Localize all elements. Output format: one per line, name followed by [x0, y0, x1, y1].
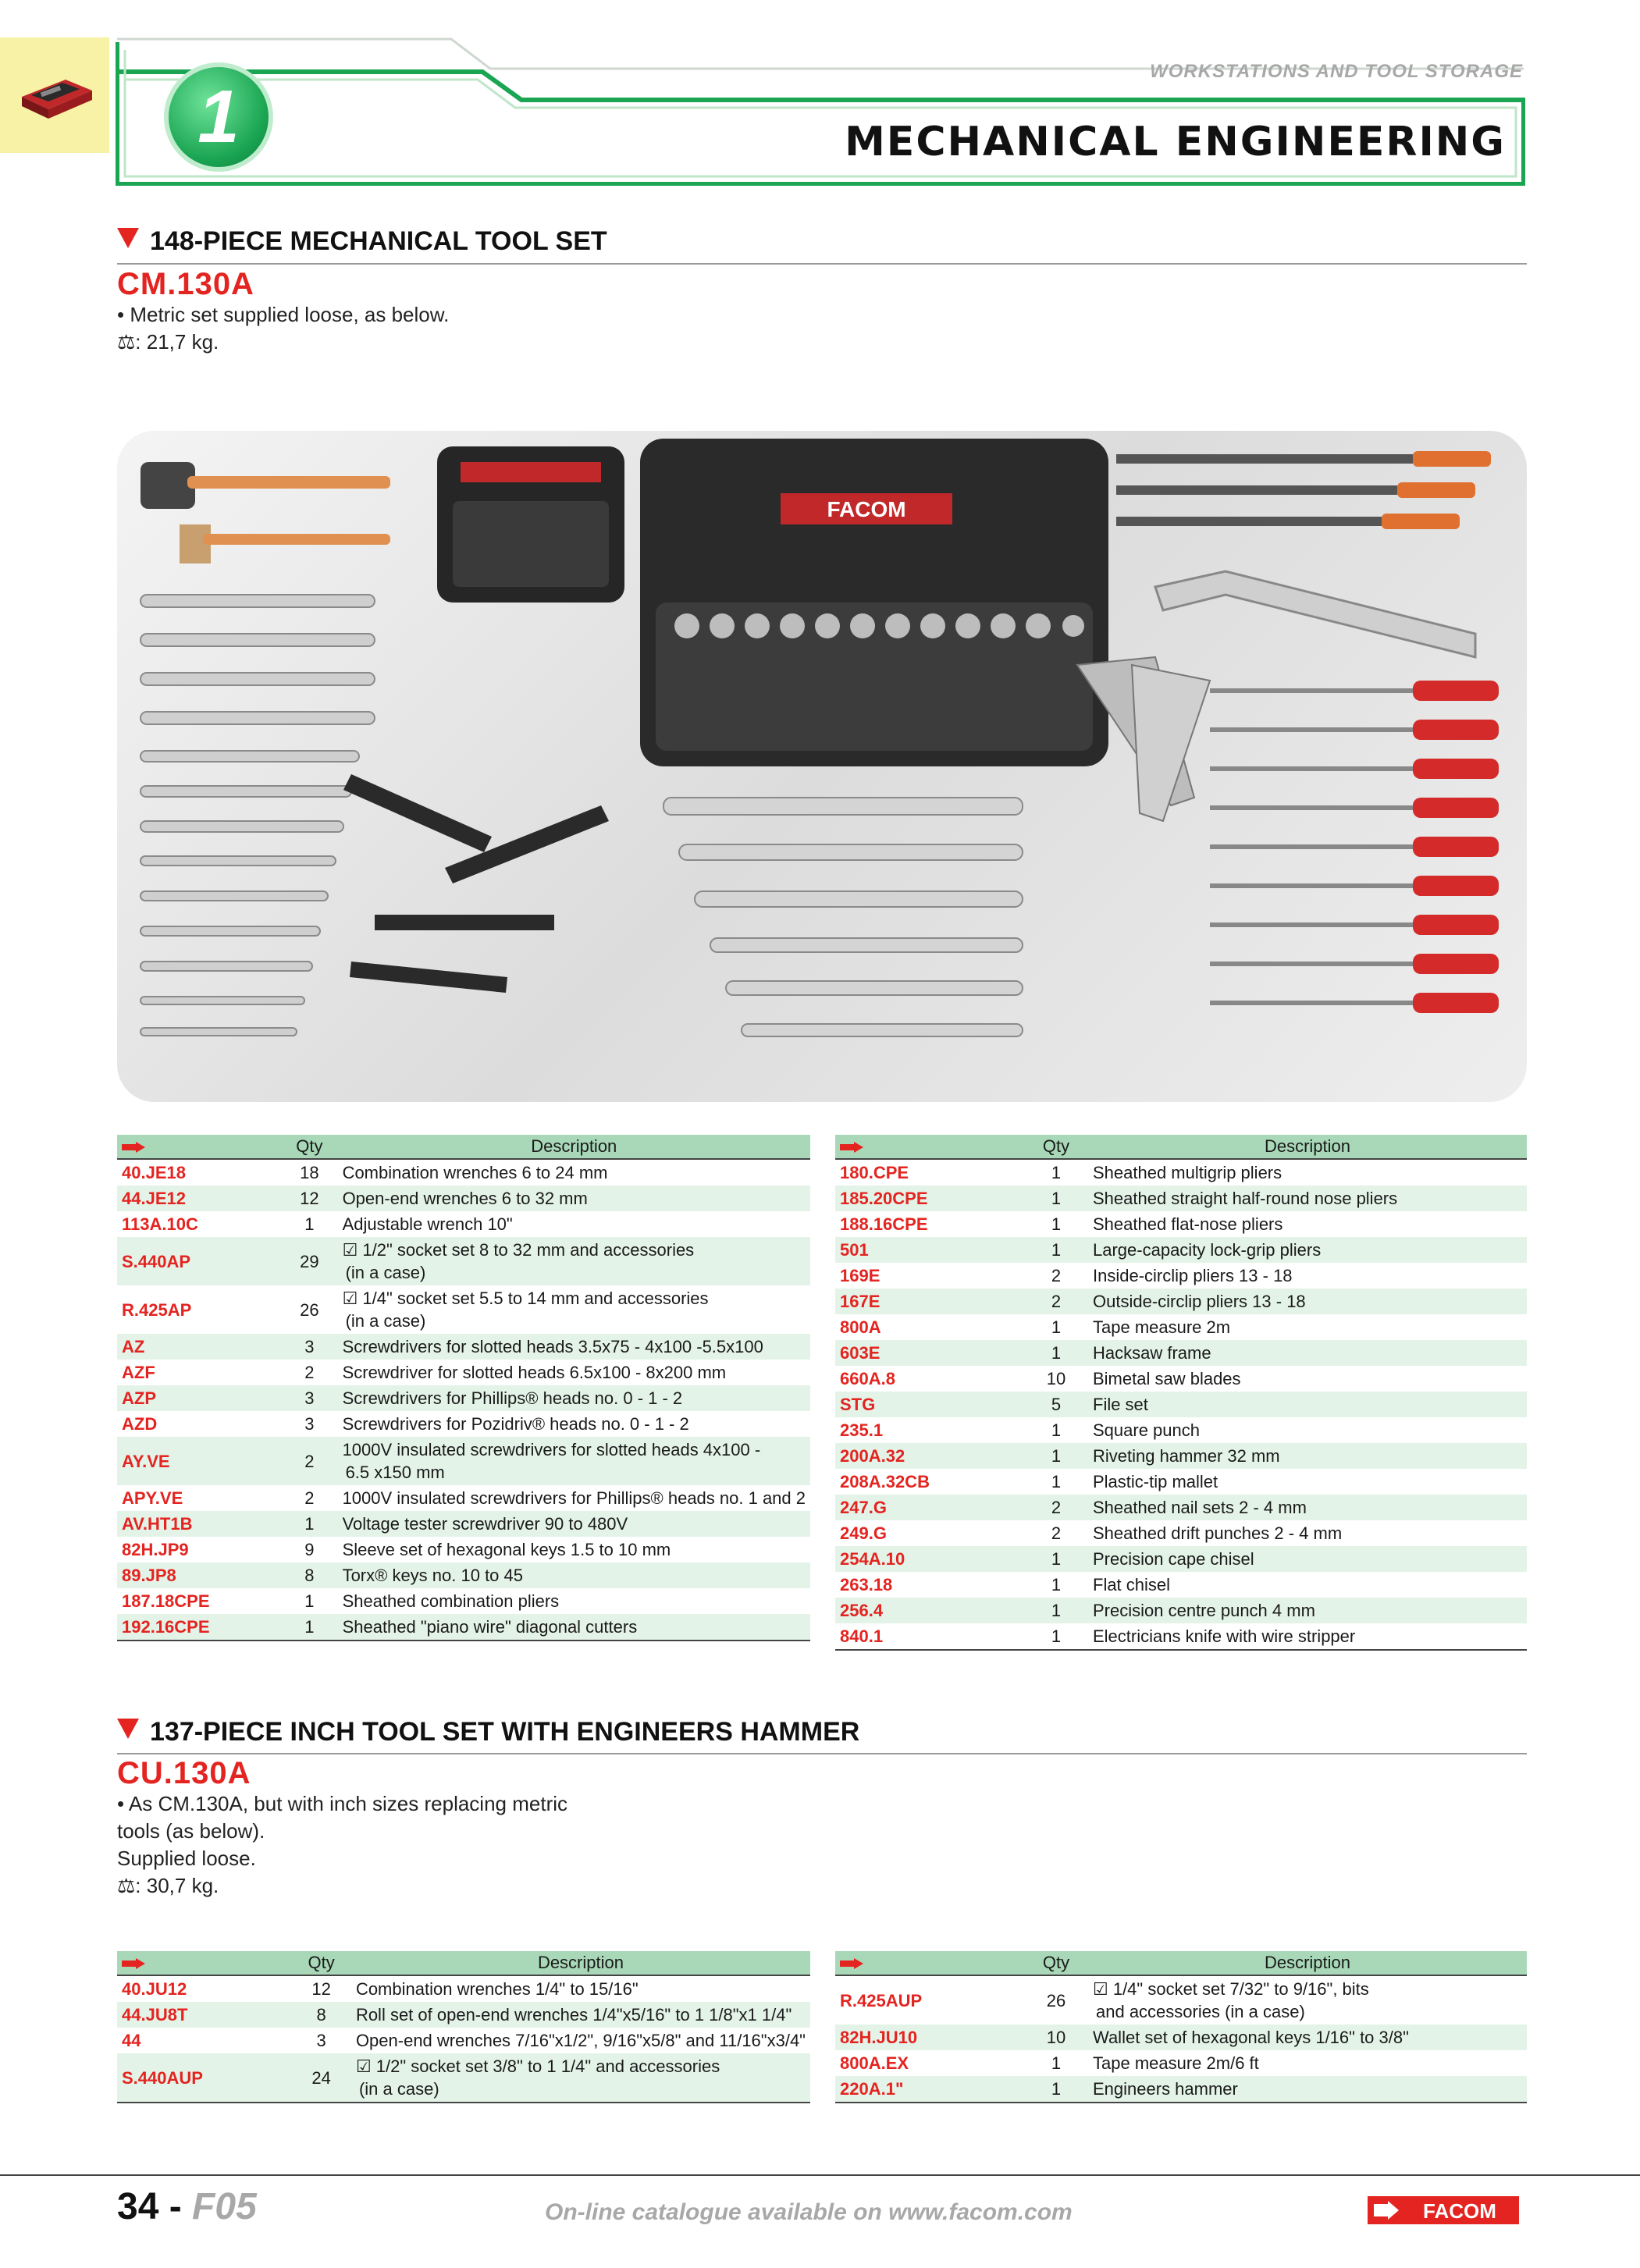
part-description	[1088, 1263, 1527, 1289]
part-quantity: 1	[281, 1511, 337, 1537]
description-line: Sheathed nail sets 2 - 4 mm	[1093, 1498, 1307, 1517]
part-quantity: 2	[1024, 1495, 1088, 1520]
logo-text: FACOM	[1423, 2199, 1496, 2223]
parts-table-right	[835, 1135, 1527, 1651]
qty-column-header: Qty	[1024, 1135, 1088, 1159]
ref-column-header	[835, 1135, 1024, 1159]
part-quantity: 3	[281, 1334, 337, 1360]
description-line: (in a case)	[358, 2079, 439, 2099]
part-description	[338, 1511, 810, 1537]
product-code: CU.130A	[117, 1756, 251, 1790]
table-row	[117, 1285, 810, 1334]
table-row	[117, 1562, 810, 1588]
product-details	[117, 301, 710, 356]
part-reference: AY.VE	[117, 1437, 281, 1485]
description-line: Torx® keys no. 10 to 45	[342, 1566, 524, 1585]
title-rule	[117, 263, 1527, 265]
table-row	[117, 1385, 810, 1411]
part-description	[338, 1437, 810, 1485]
hammer-icon	[141, 462, 390, 563]
part-quantity: 1	[1024, 1623, 1088, 1650]
section-code: F05	[192, 2186, 257, 2227]
table-row	[835, 1572, 1527, 1598]
part-reference: 180.CPE	[840, 1163, 909, 1182]
triangle-bullet-icon	[117, 228, 139, 248]
description-line: ☑ 1/4" socket set 5.5 to 14 mm and accessories	[342, 1289, 709, 1308]
part-reference: STG	[835, 1392, 1024, 1417]
open-end-wrench-icon	[663, 798, 1023, 1036]
part-quantity: 1	[1051, 1317, 1062, 1337]
part-quantity: 29	[281, 1237, 337, 1285]
table-row	[835, 1211, 1527, 1237]
detail-line: ⚖: 21,7 kg.	[117, 330, 219, 354]
part-description	[1088, 1623, 1527, 1650]
table-row	[835, 1598, 1527, 1623]
table-row	[835, 1314, 1527, 1340]
page-number-separator: -	[158, 2186, 193, 2227]
part-description	[338, 1411, 810, 1437]
table-row	[835, 1623, 1527, 1650]
socket-case-large-icon	[640, 439, 1108, 766]
table-row	[835, 1443, 1527, 1469]
description-line: Electricians knife with wire stripper	[1093, 1626, 1356, 1646]
part-description	[1088, 1417, 1527, 1443]
part-description	[1088, 2076, 1527, 2103]
description-line: ☑ 1/2" socket set 3/8" to 1 1/4" and accessories	[355, 2056, 720, 2076]
part-reference: 800A	[840, 1317, 881, 1337]
table-row	[117, 1411, 810, 1437]
section-number-badge: 1	[164, 62, 273, 172]
part-reference: 187.18CPE	[122, 1591, 210, 1611]
description-line: Sheathed straight half-round nose pliers	[1093, 1189, 1398, 1208]
page-number-value: 34	[117, 2186, 159, 2227]
table-row	[117, 2028, 810, 2053]
ref-column-header	[117, 1951, 291, 1975]
description-line: Tape measure 2m/6 ft	[1093, 2053, 1259, 2073]
hacksaw-icon	[1155, 571, 1475, 657]
description-line: (in a case)	[345, 1311, 426, 1331]
part-quantity: 10	[1024, 2024, 1088, 2050]
part-description	[338, 1485, 810, 1511]
description-line: Sheathed flat-nose pliers	[1093, 1214, 1283, 1234]
product-title-text: 148-PIECE MECHANICAL TOOL SET	[150, 226, 607, 256]
description-line: Combination wrenches 1/4" to 15/16"	[355, 1979, 639, 1999]
table-row	[117, 1186, 810, 1211]
screwdriver-set-icon	[1210, 681, 1499, 1013]
description-line: Screwdrivers for Pozidriv® heads no. 0 - 1 - 2	[342, 1414, 689, 1434]
table-row	[835, 1392, 1527, 1417]
description-line: Square punch	[1093, 1420, 1200, 1440]
description-line: Flat chisel	[1093, 1575, 1171, 1594]
part-reference: 188.16CPE	[840, 1214, 928, 1234]
qty-column-header: Qty	[291, 1951, 351, 1975]
table-row	[835, 1417, 1527, 1443]
description-line: Sheathed combination pliers	[342, 1591, 560, 1611]
description-line: File set	[1093, 1395, 1148, 1414]
table-row	[117, 1485, 810, 1511]
part-description	[1088, 1186, 1527, 1211]
description-line: Tape measure 2m	[1093, 1317, 1231, 1337]
table-row	[117, 1511, 810, 1537]
part-description	[1088, 1237, 1527, 1263]
part-reference: S.440AUP	[117, 2053, 291, 2103]
part-reference: 113A.10C	[122, 1214, 198, 1234]
part-quantity: 12	[281, 1186, 337, 1211]
part-reference: 82H.JU10	[835, 2024, 1024, 2050]
description-line: Plastic-tip mallet	[1093, 1472, 1218, 1491]
part-quantity: 26	[300, 1299, 319, 1320]
part-quantity: 1	[304, 1214, 315, 1234]
description-line: Voltage tester screwdriver 90 to 480V	[342, 1514, 628, 1534]
table-row	[835, 1520, 1527, 1546]
part-quantity: 10	[1046, 1369, 1066, 1388]
table-row	[835, 2024, 1527, 2050]
table-row	[835, 1159, 1527, 1186]
part-description	[338, 1285, 810, 1334]
table-row	[117, 1334, 810, 1360]
part-reference: AZ	[117, 1334, 281, 1360]
part-reference: S.440AP	[117, 1237, 281, 1285]
table-row	[835, 2076, 1527, 2103]
part-quantity: 2	[1051, 1266, 1062, 1285]
table-row	[835, 1186, 1527, 1211]
part-reference: 169E	[840, 1266, 880, 1285]
part-reference: 603E	[835, 1340, 1024, 1366]
part-description	[338, 1562, 810, 1588]
part-reference: R.425AUP	[840, 1990, 923, 2010]
socket-case-small-icon	[437, 446, 624, 603]
part-quantity: 8	[281, 1562, 337, 1588]
page-heading: MECHANICAL ENGINEERING	[845, 119, 1506, 165]
qty-column-header: Qty	[1024, 1951, 1088, 1975]
part-quantity: 9	[304, 1540, 315, 1559]
description-line: Bimetal saw blades	[1093, 1369, 1241, 1388]
part-description	[1088, 1392, 1527, 1417]
part-reference: 247.G	[835, 1495, 1024, 1520]
part-description	[1088, 1159, 1527, 1186]
table-row	[835, 1975, 1527, 2024]
description-line: Riveting hammer 32 mm	[1093, 1446, 1280, 1466]
part-description	[338, 1537, 810, 1562]
part-description	[1088, 1572, 1527, 1598]
part-description	[1088, 1443, 1527, 1469]
part-description	[1088, 1975, 1527, 2024]
part-reference: 249.G	[840, 1523, 887, 1543]
part-quantity: 1	[1024, 2076, 1088, 2103]
part-quantity: 1	[1024, 1546, 1088, 1572]
workstation-icon	[17, 62, 95, 125]
part-reference: 840.1	[835, 1623, 1024, 1650]
part-description	[338, 1385, 810, 1411]
case-logo-text: FACOM	[827, 497, 906, 521]
part-description	[1088, 1289, 1527, 1314]
table-row	[117, 1237, 810, 1285]
description-line: and accessories (in a case)	[1096, 2002, 1305, 2021]
part-reference: AZP	[117, 1385, 281, 1411]
description-line: Inside-circlip pliers 13 - 18	[1093, 1266, 1293, 1285]
table-row	[835, 1546, 1527, 1572]
section-tag: WORKSTATIONS AND TOOL STORAGE	[1150, 61, 1523, 82]
description-line: Precision centre punch 4 mm	[1093, 1601, 1315, 1620]
part-reference: 660A.8	[840, 1369, 895, 1388]
part-quantity: 18	[300, 1163, 319, 1182]
table-row	[117, 1437, 810, 1485]
part-description	[338, 1614, 810, 1641]
product-code: CM.130A	[117, 267, 254, 301]
description-line: Sheathed drift punches 2 - 4 mm	[1093, 1523, 1343, 1543]
ref-column-header	[835, 1951, 1024, 1975]
part-reference: APY.VE	[122, 1488, 183, 1508]
part-quantity: 1	[1051, 1420, 1062, 1440]
part-quantity: 3	[281, 1385, 337, 1411]
part-quantity: 2	[304, 1363, 315, 1382]
table-row	[835, 1340, 1527, 1366]
description-line: 1000V insulated screwdrivers for Phillips® heads no. 1 and 2	[342, 1488, 806, 1508]
part-quantity: 2	[1024, 1289, 1088, 1314]
description-line: Outside-circlip pliers 13 - 18	[1093, 1292, 1306, 1311]
part-quantity: 3	[304, 1414, 315, 1434]
footer-rule	[0, 2174, 1640, 2176]
part-description	[338, 1588, 810, 1614]
parts-table-left	[117, 1951, 810, 2103]
table-header-row	[117, 1135, 810, 1159]
part-quantity: 24	[291, 2053, 351, 2103]
table-row	[835, 1469, 1527, 1495]
part-quantity: 1	[1051, 1214, 1062, 1234]
part-description	[1088, 2050, 1527, 2076]
facom-logo	[1368, 2196, 1519, 2224]
part-reference: 89.JP8	[117, 1562, 281, 1588]
reference-arrow-icon	[122, 1142, 145, 1153]
table-row	[117, 1537, 810, 1562]
parts-table-right	[835, 1951, 1527, 2103]
part-description	[1088, 1314, 1527, 1340]
ref-column-header	[117, 1135, 281, 1159]
part-description	[1088, 1598, 1527, 1623]
part-quantity: 1	[1024, 1598, 1088, 1623]
description-line: Sleeve set of hexagonal keys 1.5 to 10 mm	[342, 1540, 671, 1559]
description-line: 1000V insulated screwdrivers for slotted heads 4x100 -	[342, 1440, 761, 1459]
part-description	[338, 1334, 810, 1360]
detail-line: ⚖: 30,7 kg.	[117, 1874, 219, 1897]
product-title	[117, 226, 607, 257]
part-reference: 235.1	[840, 1420, 884, 1440]
description-line: Wallet set of hexagonal keys 1/16" to 3/8"	[1093, 2028, 1409, 2047]
part-reference: 256.4	[835, 1598, 1024, 1623]
part-description	[1088, 1546, 1527, 1572]
part-reference: R.425AP	[122, 1299, 192, 1320]
page-number	[117, 2185, 257, 2228]
part-quantity: 2	[304, 1488, 315, 1508]
part-description	[1088, 2024, 1527, 2050]
part-quantity: 8	[291, 2002, 351, 2028]
table-row	[835, 1495, 1527, 1520]
part-reference: 200A.32	[835, 1443, 1024, 1469]
part-description	[351, 2053, 810, 2103]
part-reference: AZD	[122, 1414, 158, 1434]
part-quantity: 1	[1024, 1340, 1088, 1366]
part-quantity: 2	[281, 1437, 337, 1485]
table-row	[117, 1975, 810, 2002]
part-description	[338, 1159, 810, 1186]
triangle-bullet-icon	[117, 1719, 139, 1739]
table-header-row	[117, 1951, 810, 1975]
desc-column-header: Description	[338, 1135, 810, 1159]
reference-arrow-icon	[840, 1142, 863, 1153]
reference-arrow-icon	[122, 1958, 145, 1969]
table-row	[117, 1211, 810, 1237]
description-line: Open-end wrenches 6 to 32 mm	[342, 1189, 588, 1208]
part-reference: 167E	[835, 1289, 1024, 1314]
part-description	[1088, 1366, 1527, 1392]
table-row	[117, 2053, 810, 2103]
table-row	[835, 2050, 1527, 2076]
part-reference: 40.JU12	[122, 1979, 187, 1999]
wrench-set-icon	[141, 595, 375, 1036]
description-line: ☑ 1/4" socket set 7/32" to 9/16", bits	[1093, 1979, 1369, 1999]
file-set-icon	[1116, 451, 1491, 529]
reference-arrow-icon	[840, 1958, 863, 1969]
part-reference: 185.20CPE	[835, 1186, 1024, 1211]
part-reference: 44.JE12	[117, 1186, 281, 1211]
table-row	[835, 1263, 1527, 1289]
table-header-row	[835, 1951, 1527, 1975]
tool-set-illustration	[117, 431, 1527, 1102]
desc-column-header: Description	[351, 1951, 810, 1975]
part-reference: 40.JE18	[122, 1163, 186, 1182]
desc-column-header: Description	[1088, 1135, 1527, 1159]
parts-table-left	[117, 1135, 810, 1641]
part-quantity: 26	[1046, 1990, 1066, 2010]
product-details	[117, 1790, 710, 1900]
part-reference: 192.16CPE	[117, 1614, 281, 1641]
part-reference: 254A.10	[835, 1546, 1024, 1572]
part-description	[338, 1186, 810, 1211]
part-description	[338, 1360, 810, 1385]
part-description	[338, 1211, 810, 1237]
description-line: Open-end wrenches 7/16"x1/2", 9/16"x5/8" and 11/16"x3/4"	[355, 2031, 806, 2050]
part-reference: 220A.1"	[835, 2076, 1024, 2103]
description-line: Hacksaw frame	[1093, 1343, 1211, 1363]
part-quantity: 1	[1051, 1575, 1062, 1594]
description-line: Sheathed multigrip pliers	[1093, 1163, 1282, 1182]
description-line: Sheathed "piano wire" diagonal cutters	[342, 1617, 638, 1637]
part-reference: 44.JU8T	[117, 2002, 291, 2028]
part-reference: AV.HT1B	[117, 1511, 281, 1537]
part-reference: AZF	[122, 1363, 155, 1382]
product-photo	[117, 431, 1527, 1102]
description-line: Screwdrivers for slotted heads 3.5x75 - 4x100 -5.5x100	[342, 1337, 763, 1356]
part-description	[1088, 1495, 1527, 1520]
table-row	[835, 1289, 1527, 1314]
part-description	[1088, 1211, 1527, 1237]
part-description	[1088, 1469, 1527, 1495]
part-description	[351, 2028, 810, 2053]
part-quantity: 1	[1051, 2053, 1062, 2073]
part-reference: 82H.JP9	[122, 1540, 189, 1559]
table-row	[117, 2002, 810, 2028]
part-quantity: 1	[1024, 1237, 1088, 1263]
description-line: Screwdrivers for Phillips® heads no. 0 - 1 - 2	[342, 1388, 683, 1408]
online-catalogue-text: On-line catalogue available on www.facom.com	[545, 2199, 1073, 2225]
description-line: Roll set of open-end wrenches 1/4"x5/16" to 1 1/8"x1 1/4"	[355, 2005, 792, 2024]
detail-line: Supplied loose.	[117, 1847, 256, 1870]
table-header-row	[835, 1135, 1527, 1159]
part-quantity: 3	[316, 2031, 326, 2050]
part-quantity: 1	[1024, 1443, 1088, 1469]
part-description	[338, 1237, 810, 1285]
part-quantity: 1	[1024, 1186, 1088, 1211]
description-line: Adjustable wrench 10"	[342, 1214, 513, 1234]
description-line: Combination wrenches 6 to 24 mm	[342, 1163, 608, 1182]
part-description	[351, 1975, 810, 2002]
description-line: Large-capacity lock-grip pliers	[1093, 1240, 1322, 1260]
part-quantity: 1	[1051, 1163, 1062, 1182]
product-title-text: 137-PIECE INCH TOOL SET WITH ENGINEERS HAMMER	[150, 1717, 860, 1747]
part-quantity: 1	[304, 1591, 315, 1611]
description-line: (in a case)	[345, 1263, 426, 1282]
description-line: ☑ 1/2" socket set 8 to 32 mm and accessories	[342, 1240, 695, 1260]
table-row	[117, 1588, 810, 1614]
table-row	[117, 1159, 810, 1186]
part-reference: 44	[122, 2031, 141, 2050]
part-description	[351, 2002, 810, 2028]
description-line: 6.5 x150 mm	[345, 1463, 445, 1482]
table-row	[835, 1366, 1527, 1392]
part-quantity: 5	[1024, 1392, 1088, 1417]
product-title	[117, 1717, 859, 1747]
part-quantity: 12	[311, 1979, 331, 1999]
detail-line: • As CM.130A, but with inch sizes replacing metric	[117, 1792, 568, 1815]
table-row	[835, 1237, 1527, 1263]
description-line: Precision cape chisel	[1093, 1549, 1254, 1569]
part-reference: 800A.EX	[840, 2053, 909, 2073]
part-reference: 208A.32CB	[840, 1472, 930, 1491]
pliers-icon	[343, 774, 609, 993]
qty-column-header: Qty	[281, 1135, 337, 1159]
part-description	[1088, 1340, 1527, 1366]
part-description	[1088, 1520, 1527, 1546]
desc-column-header: Description	[1088, 1951, 1527, 1975]
title-rule	[117, 1753, 1527, 1754]
part-quantity: 1	[1051, 1472, 1062, 1491]
part-quantity: 1	[281, 1614, 337, 1641]
part-reference: 263.18	[840, 1575, 893, 1594]
detail-line: tools (as below).	[117, 1819, 265, 1843]
part-reference: 501	[835, 1237, 1024, 1263]
detail-line: • Metric set supplied loose, as below.	[117, 303, 450, 326]
table-row	[117, 1614, 810, 1641]
description-line: Screwdriver for slotted heads 6.5x100 - 8x200 mm	[342, 1363, 727, 1382]
description-line: Engineers hammer	[1093, 2079, 1238, 2099]
part-quantity: 2	[1051, 1523, 1062, 1543]
table-row	[117, 1360, 810, 1385]
